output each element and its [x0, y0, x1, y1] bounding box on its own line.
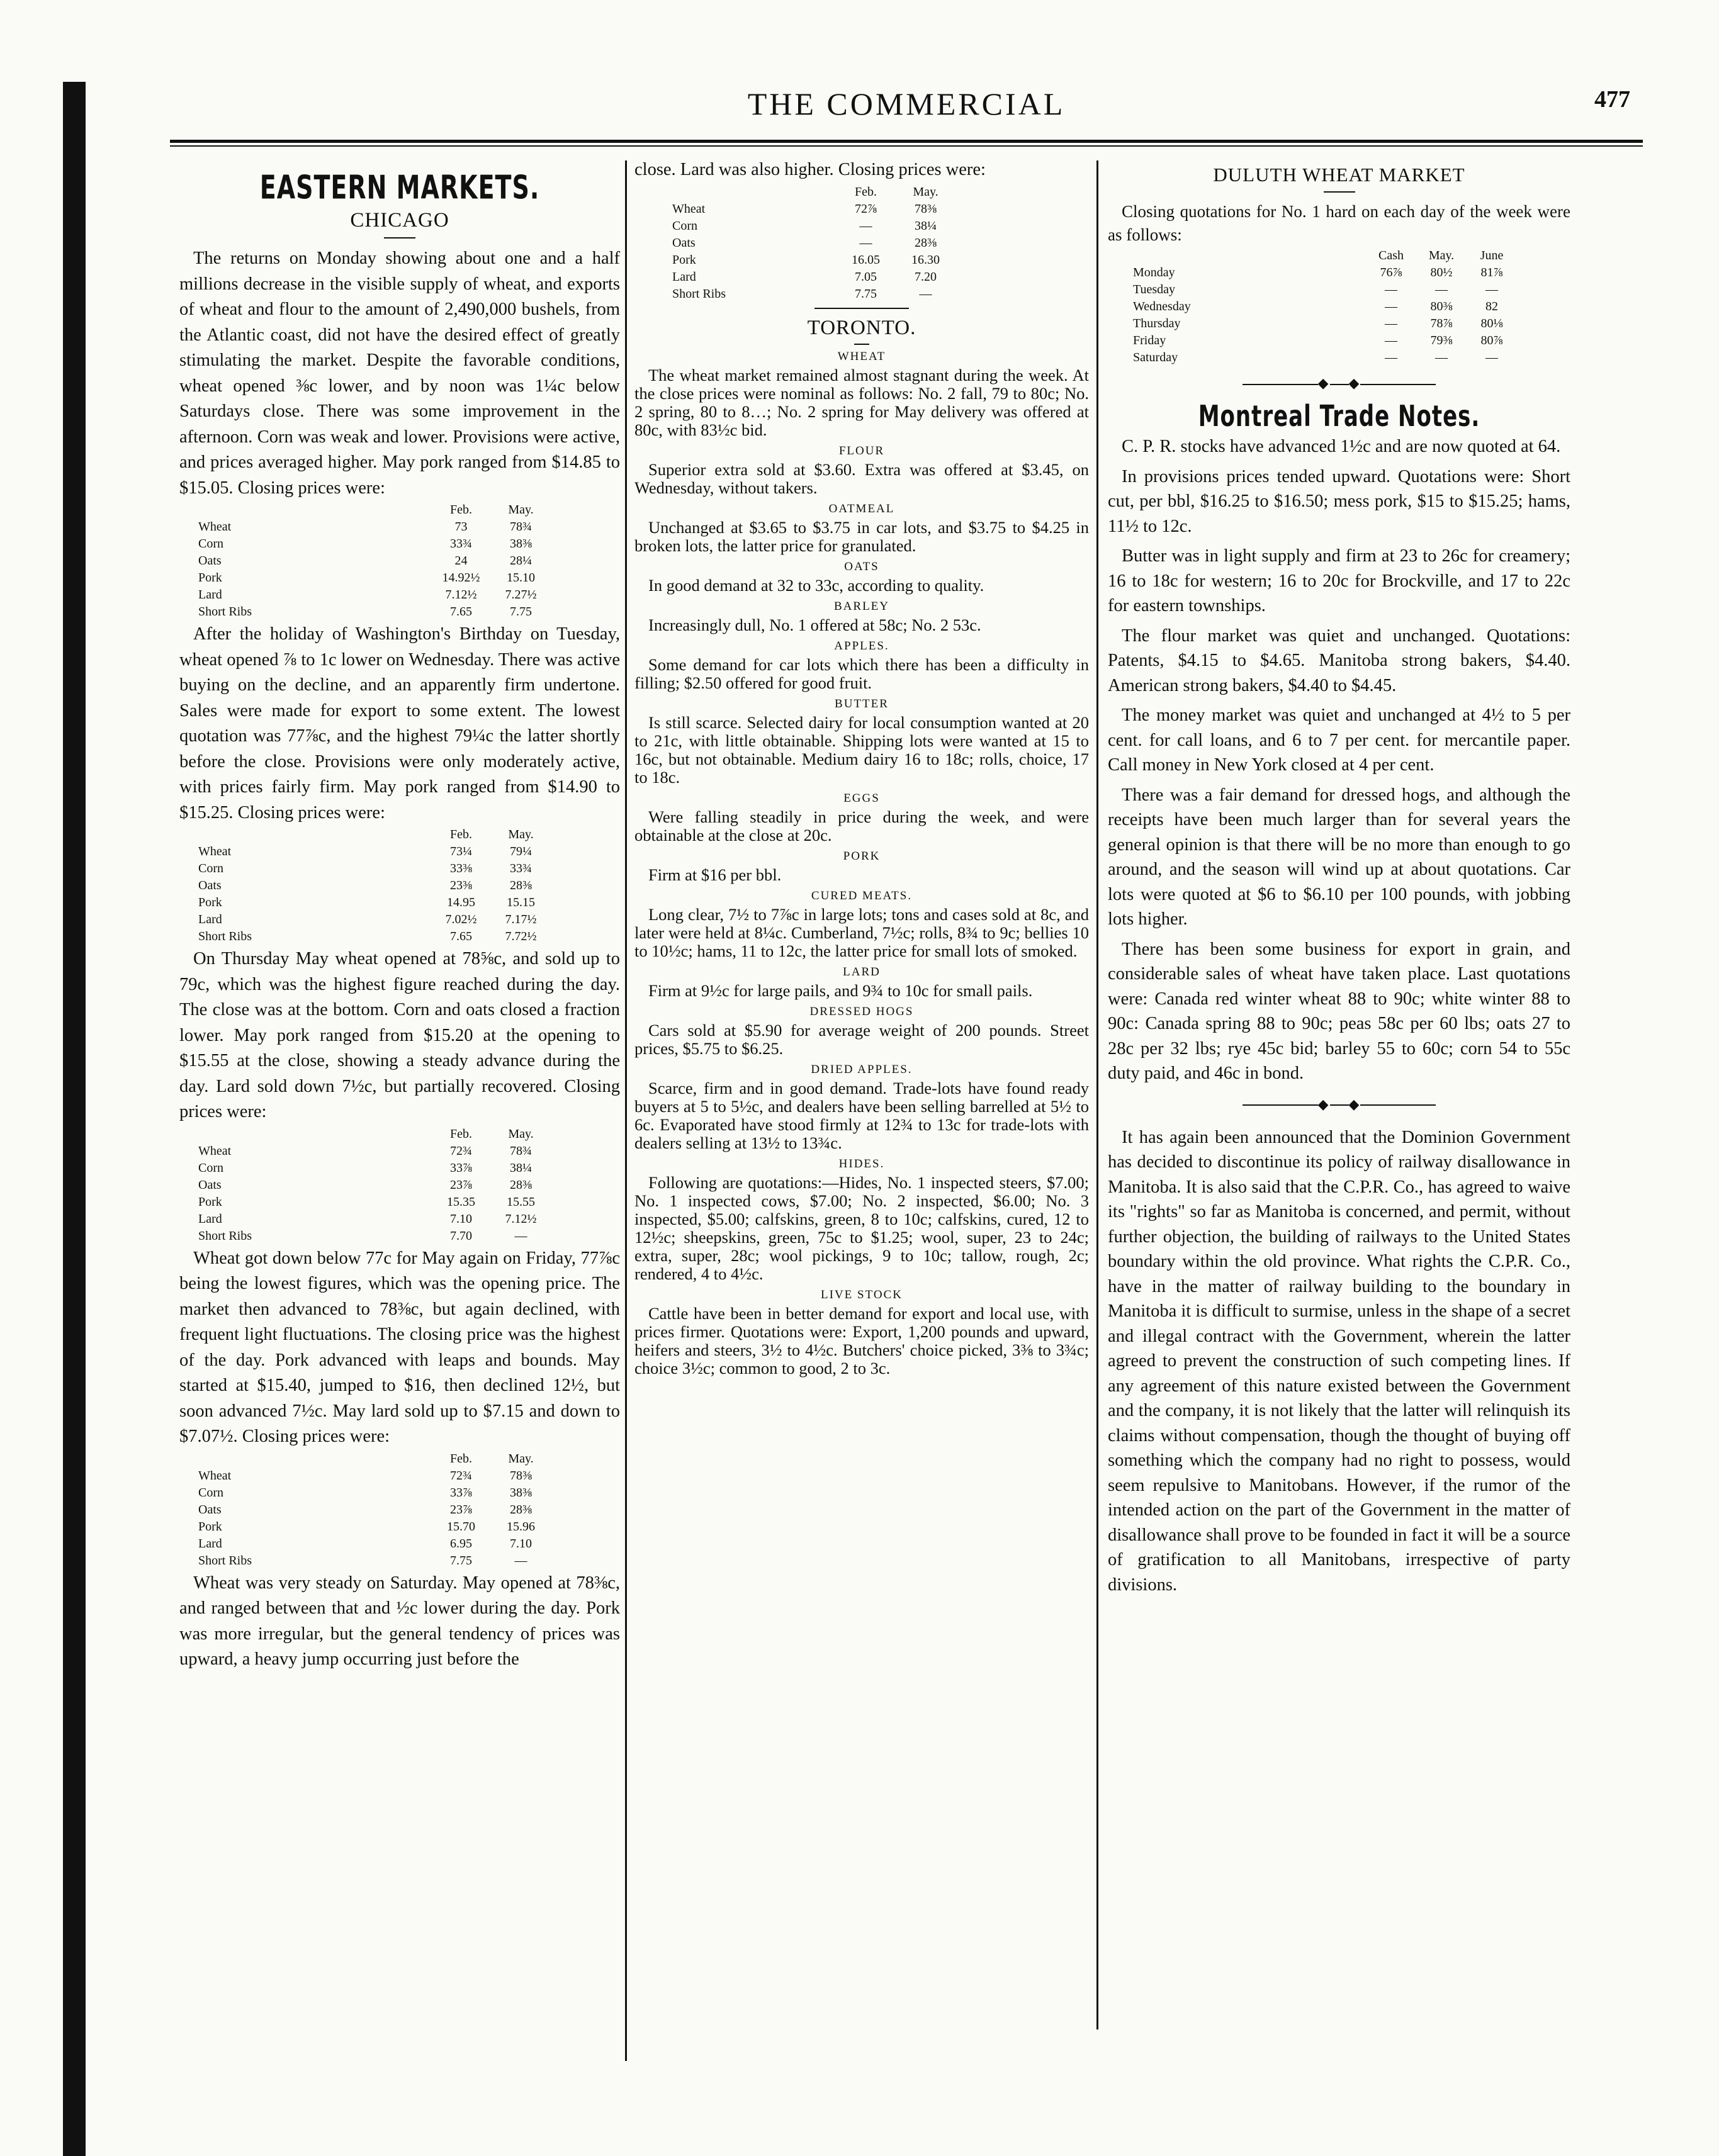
- table-row: Wheat 72⅞ 78⅜: [672, 201, 937, 216]
- item-heading: APPLES.: [834, 639, 889, 653]
- item-heading: PORK: [843, 849, 881, 863]
- table-row: Corn 33⅜ 33¾: [198, 862, 532, 875]
- table-row: Saturday — — —: [1133, 351, 1498, 364]
- item-heading: DRIED APPLES.: [811, 1062, 913, 1076]
- item-text: Is still scarce. Selected dairy for local consumption wanted at 20 to 21c, with little obtainable. Shipping lots were wanted at 15 to 16c, but not obtainable. Medium dairy 16 to 18c; rolls, choice, 17 to 18c.: [634, 712, 1089, 787]
- item-text: Some demand for car lots which there has been a difficulty in filling; $2.50 offered for good fruit.: [634, 654, 1089, 692]
- item-heading: FLOUR: [838, 444, 885, 458]
- item-heading: EGGS: [843, 791, 880, 805]
- table-row: Corn — 38¼: [672, 218, 937, 233]
- table-row: Pork 14.95 15.15: [198, 896, 535, 909]
- item-text: Scarce, firm and in good demand. Trade-lots have found ready buyers at 5 to 5½c, and dealers have been selling barrelled at 5½ to 6c. Evaporated have stood firmly at 12¾ to 13c for trade-lots with dealers selling at 13½ to 13¾c.: [634, 1078, 1089, 1152]
- divider: [384, 237, 415, 239]
- table-row: Wednesday — 80⅜ 82: [1133, 300, 1498, 313]
- item-text: Following are quotations:—Hides, No. 1 inspected steers, $7.00; No. 1 inspected cows, $7.00; No. 2 inspected, $6.00; No. 3 inspected, $5.00; calfskins, green, 8 to 10c; calfskins, cured, 12 to 12½c; sheepskins, green, 75c to $1.25; wool, super, 23 to 24c; extra, super, 28c; wool pickings, 9 to 10c; tallow, rough, 2c; rendered, 4 to 4½c.: [634, 1172, 1089, 1283]
- item-heading: OATS: [844, 559, 879, 573]
- item-heading: BARLEY: [834, 599, 889, 613]
- col-head-feb: Feb.: [450, 828, 472, 841]
- table-row: Pork 14.92½ 15.10: [198, 571, 535, 585]
- item-text: The wheat market remained almost stagnant during the week. At the close prices were nominal as follows: No. 2 fall, 79 to 80c; No. 2 spring, 80 to 8…; No. 2 spring for May delivery was offered at 80c, with 83½c bid.: [634, 365, 1089, 439]
- col-head-may: May.: [508, 503, 534, 517]
- item-heading: DRESSED HOGS: [809, 1004, 914, 1018]
- item-text: Were falling steadily in price during the week, and were obtainable at the close at 20c.: [634, 807, 1089, 845]
- col-head-feb: Feb.: [450, 1126, 472, 1141]
- table-row: Friday — 79⅜ 80⅞: [1133, 334, 1503, 347]
- table-row: Oats 23⅞ 28⅜: [198, 1502, 532, 1517]
- divider: [1324, 191, 1355, 193]
- table-row: Thursday — 78⅞ 80⅛: [1133, 317, 1503, 330]
- col-head-feb: Feb.: [450, 503, 472, 517]
- paragraph: The money market was quiet and unchanged at 4½ to 5 per cent. for call loans, and 6 to 7 per cent. for mercantile paper. Call money in New York closed at 4 per cent.: [1108, 705, 1570, 775]
- item-heading: BUTTER: [835, 697, 889, 710]
- item-heading: LARD: [843, 965, 881, 979]
- table-row: Oats 23⅜ 28⅜: [198, 879, 532, 892]
- ornamental-divider: ◆ ◆: [1108, 1096, 1570, 1113]
- column-toronto: [634, 157, 1089, 1378]
- paragraph: Closing quotations for No. 1 hard on each day of the week were as follows:: [1108, 202, 1570, 244]
- table-row: Wheat 72¾ 78¾: [198, 1143, 532, 1158]
- section-title-duluth: DULUTH WHEAT MARKET: [1213, 164, 1465, 186]
- price-table: [198, 502, 551, 619]
- header-rule-thin: [170, 145, 1643, 147]
- column-rule-2: [1096, 160, 1098, 2030]
- price-table: [198, 827, 551, 944]
- table-row: Short Ribs 7.75 —: [198, 1553, 527, 1568]
- col-head-feb: Feb.: [855, 184, 877, 199]
- paragraph: After the holiday of Washington's Birthday on Tuesday, wheat opened ⅞ to 1c lower on Wednesday. There was active buying on the decline, and an apparently firm undertone. Sales were made for export to some extent. The lowest quotation was 77⅞c, and the highest 79¼c the latter shortly before the close. Provisions were only moderately active, with prices fairly firm. May pork ranged from $14.90 to $15.25. Closing prices were:: [179, 624, 620, 823]
- table-row: Wheat 73 78¾: [198, 520, 532, 534]
- item-text: Cattle have been in better demand for export and local use, with prices firmer. Quotations were: Export, 1,200 pounds and upward, heifers and steers, 3½ to 4½c. Butchers' choice picked, 3⅜ to 3¾c; choice 3½c; common to good, 2 to 3c.: [634, 1303, 1089, 1378]
- table-row: Wheat 72¾ 78⅜: [198, 1468, 532, 1483]
- table-row: Pork 15.35 15.55: [198, 1194, 535, 1209]
- table-row: Oats 24 28¼: [198, 554, 532, 568]
- item-text: Cars sold at $5.90 for average weight of 200 pounds. Street prices, $5.75 to $6.25.: [634, 1020, 1089, 1058]
- paragraph-continued: close. Lard was also higher. Closing prices were:: [634, 160, 986, 179]
- paragraph: Wheat was very steady on Saturday. May opened at 78⅜c, and ranged between that and ½c lower during the day. Pork was more irregular, but the general tendency of prices was upward, a heavy jump occurring just before the: [179, 1573, 620, 1669]
- divider: [854, 344, 869, 345]
- header-rule-thick: [170, 140, 1643, 143]
- col-head-may: May.: [913, 184, 938, 199]
- subsection-title-chicago: CHICAGO: [350, 209, 449, 232]
- section-title-montreal: Montreal Trade Notes.: [1198, 400, 1480, 434]
- item-text: Increasingly dull, No. 1 offered at 58c; No. 2 53c.: [648, 615, 981, 634]
- item-heading: CURED MEATS.: [811, 889, 913, 902]
- paragraph: There was a fair demand for dressed hogs, and although the receipts have been much larger than for several years the general opinion is that there will be no more than enough to go around, and the season will wind up at about quotations. Car lots were quoted at $6 to $6.10 per 100 pounds, with jobbing lots higher.: [1108, 785, 1570, 929]
- item-text: Firm at 9½c for large pails, and 9¾ to 10c for small pails.: [648, 980, 1033, 1000]
- table-row: Lard 7.05 7.20: [672, 269, 937, 284]
- item-text: In good demand at 32 to 33c, according to quality.: [648, 575, 984, 595]
- col-head-june: June: [1480, 249, 1504, 262]
- divider: [814, 308, 909, 309]
- column-duluth-montreal: [1108, 157, 1570, 1597]
- paragraph: The flour market was quiet and unchanged. Quotations: Patents, $4.15 to $4.65. Manitoba strong bakers, $4.40. American strong bakers, $4.40 to $4.45.: [1108, 626, 1570, 695]
- table-row: Short Ribs 7.65 7.75: [198, 605, 532, 619]
- col-head-feb: Feb.: [450, 1451, 472, 1466]
- paragraph: In provisions prices tended upward. Quotations were: Short cut, per bbl, $16.25 to $16.50; mess pork, $15 to $15.25; hams, 11½ to 12c.: [1108, 466, 1570, 536]
- col-head-cash: Cash: [1378, 249, 1404, 262]
- ornamental-divider: ◆ ◆: [1108, 375, 1570, 391]
- page-header: [170, 82, 1643, 138]
- table-row: Corn 33⅞ 38⅜: [198, 1485, 532, 1500]
- table-row: Corn 33¾ 38⅜: [198, 537, 532, 551]
- paragraph: C. P. R. stocks have advanced 1½c and are now quoted at 64.: [1122, 437, 1561, 456]
- page-number: 477: [1594, 86, 1630, 113]
- table-row: Short Ribs 7.70 —: [198, 1228, 527, 1243]
- item-text: Unchanged at $3.65 to $3.75 in car lots, and $3.75 to $4.25 in broken lots, the latter price for granulated.: [634, 517, 1089, 555]
- item-text: Firm at $16 per bbl.: [648, 865, 782, 884]
- item-text: Long clear, 7½ to 7⅞c in large lots; tons and cases sold at 8c, and later were held at 8¼c. Cumberland, 7½c; rolls, 8¾ to 9c; bellies 10 to 10½c; hams, 11 to 12c, the latter price for small lots of smoked.: [634, 904, 1089, 960]
- col-head-may: May.: [508, 1451, 534, 1466]
- item-text: Superior extra sold at $3.60. Extra was offered at $3.45, on Wednesday, without takers.: [634, 459, 1089, 497]
- item-heading: WHEAT: [837, 349, 886, 363]
- table-row: Lard 7.10 7.12½: [198, 1211, 537, 1226]
- column-chicago: [179, 157, 620, 1673]
- table-row: Lard 6.95 7.10: [198, 1536, 532, 1551]
- col-head-may: May.: [508, 1126, 534, 1141]
- paragraph: Butter was in light supply and firm at 23 to 26c for creamery; 16 to 18c for western; 16 to 20c for Brockville, and 17 to 22c for eastern townships.: [1108, 546, 1570, 615]
- item-heading: LIVE STOCK: [821, 1288, 903, 1301]
- paragraph: Wheat got down below 77c for May again on Friday, 77⅞c being the lowest figures, which was the opening price. The market then advanced to 78⅜c, but again declined, with frequent light fluctuations. The closing price was the highest of the day. Pork advanced with leaps and bounds. May started at $15.40, jumped to $16, then declined 12½, but soon advanced 7½c. May lard sold up to $7.15 and down to $7.07½. Closing prices were:: [179, 1248, 620, 1446]
- table-row: Short Ribs 7.65 7.72½: [198, 929, 537, 943]
- price-table: [198, 1126, 551, 1244]
- paragraph: The returns on Monday showing about one and a half millions decrease in the visible supply of wheat, and exports of wheat and flour to the amount of 2,490,000 bushels, from the Atlantic coast, did not have the desired effect of greatly stimulating the market. Despite the favorable conditions, wheat opened ⅜c lower, and by noon was 1¼c below Saturdays close. There was some improvement in the afternoon. Corn was weak and lower. Provisions were active, and prices averaged higher. May pork ranged from $14.85 to $15.05. Closing prices were:: [179, 249, 620, 498]
- editorial-paragraph: It has again been announced that the Dominion Government has decided to discontinue its policy of railway disallowance in Manitoba. It is also said that the C.P.R. Co., has agreed to waive its "rights" so far as Manitoba is concerned, and permit, without further objection, the building of railways to the United States boundary within the old province. What rights the C.P.R. Co., have in the matter of railway building to the boundary in Manitoba it is difficult to surmise, unless in the shape of a secret and illegal contract with the Government, wherein the latter agreed to prevent the construction of such competing lines. If any agreement of this nature existed between the Government and the company, it is not likely that the latter will relinquish its claims without compensation, though the thought of buying off something which the company had no right to possess, would seem repulsive to Manitobans. However, if the rumor of the intended action on the part of the Government in the matter of disallowance shall prove to be founded in fact it will be a source of gratification to all Manitobans, irrespective of party divisions.: [1108, 1127, 1570, 1595]
- table-row: Wheat 73¼ 79¼: [198, 845, 532, 858]
- paragraph: On Thursday May wheat opened at 78⅝c, and sold up to 79c, which was the highest figure reached during the day. The close was at the bottom. Corn and oats closed a fraction lower. May pork ranged from $15.20 at the opening to $15.55 at the close, showing a steady advance during the day. Lard sold down 7½c, but partially recovered. Closing prices were:: [179, 949, 620, 1121]
- paragraph: There has been some business for export in grain, and considerable sales of wheat have taken place. Last quotations were: Canada red winter wheat 88 to 90c; white winter 88 to 90c: Canada spring 88 to 90c; peas 58c per 60 lbs; oats 27 to 28c per 32 lbs; rye 45c bid; barley 55 to 60c; corn 54 to 55c duty paid, and 46c in bond.: [1108, 939, 1570, 1083]
- table-row: Tuesday — — —: [1133, 283, 1498, 296]
- item-heading: OATMEAL: [828, 502, 895, 515]
- col-head-may: May.: [508, 828, 534, 841]
- table-row: Oats 23⅞ 28⅜: [198, 1177, 532, 1192]
- table-row: Monday 76⅞ 80½ 81⅞: [1133, 266, 1503, 279]
- item-heading: HIDES.: [838, 1157, 885, 1171]
- col-head-may: May.: [1428, 249, 1455, 262]
- table-row: Pork 15.70 15.96: [198, 1519, 535, 1534]
- table-row: Lard 7.12½ 7.27½: [198, 588, 537, 602]
- price-table: [672, 184, 955, 301]
- table-row: Oats — 28⅜: [672, 235, 937, 250]
- table-row: Short Ribs 7.75 —: [672, 286, 932, 301]
- page-edge-binding: [63, 82, 86, 2156]
- table-row: Pork 16.05 16.30: [672, 252, 940, 267]
- subsection-title-toronto: TORONTO.: [807, 316, 916, 339]
- column-rule-1: [625, 160, 627, 2061]
- table-row: Corn 33⅞ 38¼: [198, 1160, 532, 1175]
- section-title-eastern-markets: EASTERN MARKETS.: [259, 169, 540, 206]
- price-table: [198, 1451, 551, 1568]
- duluth-price-table: [1133, 248, 1517, 365]
- table-row: Lard 7.02½ 7.17½: [198, 912, 537, 926]
- publication-title: THE COMMERCIAL: [747, 86, 1066, 121]
